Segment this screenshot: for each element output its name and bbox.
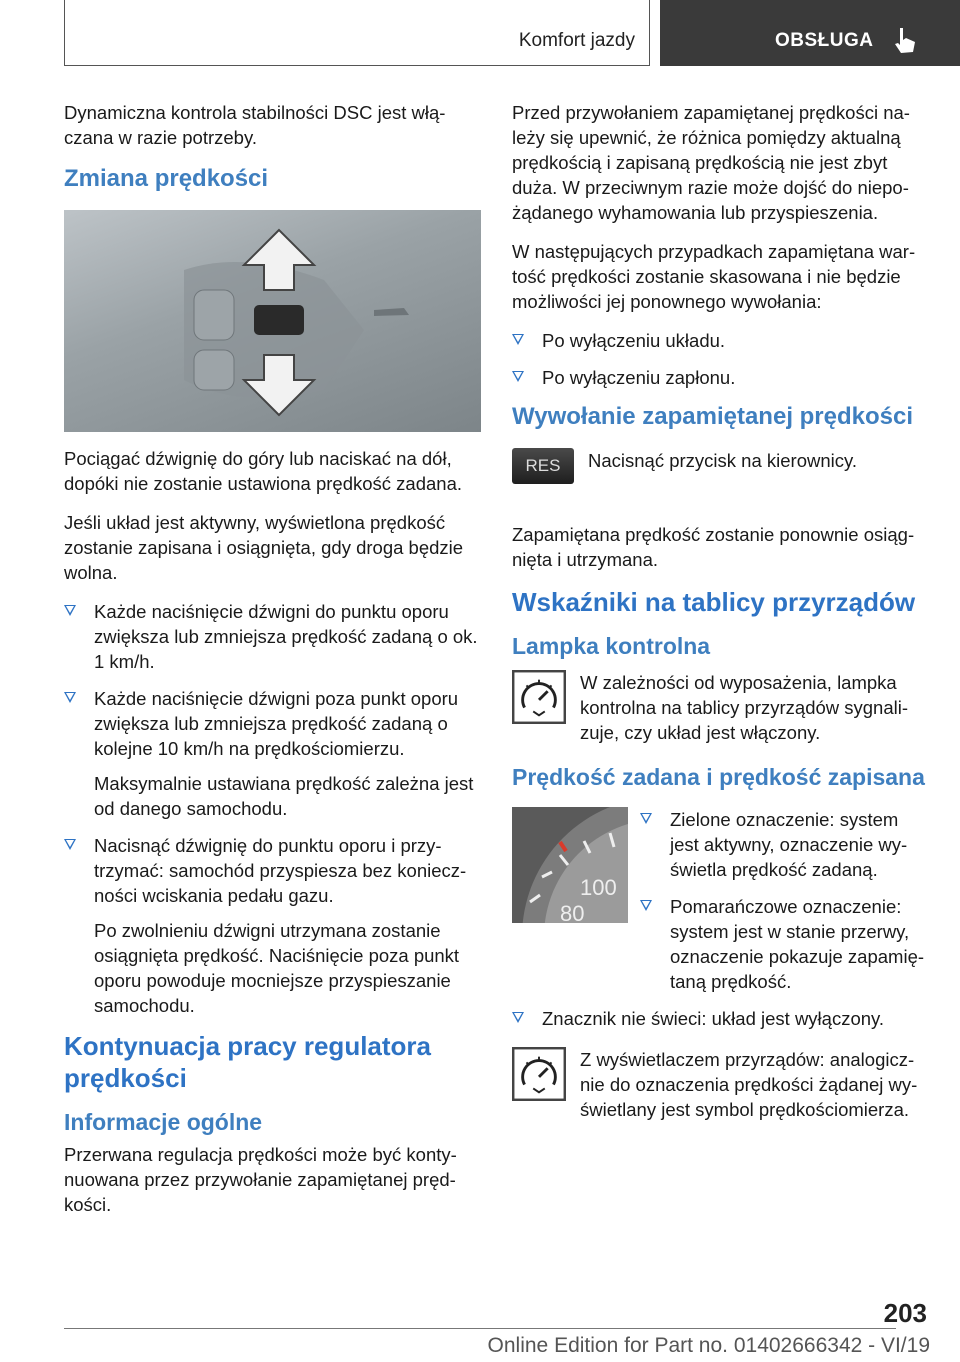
chapter-tab: [660, 0, 960, 66]
display-symbol-text: Z wyświetlaczem przyrządów: analogicznie do oznaczenia prędkości żądanej wyświetlany jest symbol prędkościomierza.: [580, 1049, 918, 1120]
hand-pointer-icon: [892, 26, 918, 56]
bullet-triangle-icon: [64, 692, 76, 703]
lever-bullet-list-2: [64, 833, 481, 908]
paragraph-system-active: Jeśli układ jest aktywny, wyświetlona prędkość zostanie zapisana i osiągnięta, gdy droga będzie wolna.: [64, 512, 464, 583]
intro-paragraph: Dynamiczna kontrola stabilności DSC jest włączana w razie potrzeby.: [64, 102, 446, 148]
paragraph-interrupted: Przerwana regulacja prędkości może być kontynuowana przez przywołanie zapamiętanej prędkości.: [64, 1144, 457, 1215]
footer-divider: [64, 1328, 896, 1329]
res-instruction-text: Nacisnąć przycisk na kierownicy.: [588, 450, 858, 471]
paragraph-before-recall: Przed przywołaniem zapamiętanej prędkości należy się upewnić, że różnica pomiędzy aktualną prędkością i zapisaną prędkością nie jest zbyt duża. W przeciwnym razie może dojść do niepożądanego wyhamowania lub przyspieszenia.: [512, 102, 910, 223]
edition-footer: Online Edition for Part no. 01402666342 - VI/19: [487, 1334, 930, 1357]
heading-predkosc-zadana: Prędkość zadana i prędkość zapisana: [512, 764, 925, 790]
right-column: [512, 100, 929, 1136]
cases-list: [512, 328, 929, 390]
paragraph-cases: W następujących przypadkach zapamiętana wartość prędkości zostanie skasowana i nie będzie możliwości jej ponownego wywołania:: [512, 241, 916, 312]
marker-off-list: [512, 1006, 929, 1031]
display-symbol-block: [512, 1047, 929, 1122]
heading-wskazniki: Wskaźniki na tablicy przyrządów: [512, 587, 916, 617]
indicator-lamp-text: W zależności od wyposażenia, lampka kontrolna na tablicy przyrządów sygnalizuje, czy układ jest włączony.: [580, 672, 909, 743]
bullet-triangle-icon: [64, 605, 76, 616]
bullet-triangle-icon: [512, 1012, 524, 1023]
heading-kontynuacja: Kontynuacja pracy regulatora prędkości: [64, 1031, 431, 1093]
list-item: Znacznik nie świeci: układ jest wyłączony.: [512, 1006, 929, 1031]
marker-list: [640, 807, 929, 994]
speedometer-symbol-icon: [512, 1047, 566, 1101]
bullet-triangle-icon: [512, 334, 524, 345]
indicator-lamp-block: [512, 670, 929, 745]
res-instruction: [512, 448, 929, 508]
list-item: Po wyłączeniu układu.: [512, 328, 929, 353]
res-button-icon: RES: [512, 448, 574, 484]
heading-zmiana-predkosci: Zmiana prędkości: [64, 165, 269, 192]
list-item: Po wyłączeniu zapłonu.: [512, 365, 929, 390]
cruise-control-indicator-icon: [512, 670, 566, 724]
list-continuation: Po zwolnieniu dźwigni utrzymana zostanie osiągnięta prędkość. Naciśnięcie poza punkt oporu powoduje mocniejsze przyspieszanie samochodu.: [94, 920, 460, 1016]
left-column: [64, 100, 481, 1231]
list-item: Każde naciśnięcie dźwigni do punktu oporu zwiększa lub zmniejsza prędkość zadaną o ok. 1 km/h.: [64, 599, 481, 674]
lever-bullet-list: [64, 599, 481, 761]
speedometer-block: [512, 807, 929, 994]
heading-informacje-ogolne: Informacje ogólne: [64, 1109, 263, 1135]
page-number: 203: [883, 1298, 927, 1328]
heading-lampka: Lampka kontrolna: [512, 633, 711, 659]
list-item: Nacisnąć dźwignię do punktu oporu i przytrzymać: samochód przyspiesza bez konieczności wciskania pedału gazu.: [64, 833, 481, 908]
speedometer-image: [512, 807, 628, 923]
gauge-label-80: 80: [560, 901, 585, 923]
bullet-triangle-icon: [640, 900, 652, 911]
gauge-label-100: 100: [580, 875, 617, 900]
list-continuation: Maksymalnie ustawiana prędkość zależna jest od danego samochodu.: [94, 773, 474, 819]
list-item: Pomarańczowe oznaczenie: system jest w stanie przerwy, oznaczenie pokazuje zapamiętaną prędkość.: [640, 894, 929, 994]
bullet-triangle-icon: [512, 371, 524, 382]
bullet-triangle-icon: [640, 813, 652, 824]
steering-wheel-lever-photo: [64, 210, 481, 432]
heading-wywolanie: Wywołanie zapamiętanej prędkości: [512, 403, 914, 430]
chapter-tab-label: OBSŁUGA: [775, 30, 874, 51]
list-item: Zielone oznaczenie: system jest aktywny, oznaczenie wyświetla prędkość zadaną.: [640, 807, 929, 882]
paragraph-pull-lever: Pociągać dźwignię do góry lub naciskać na dół, dopóki nie zostanie ustawiona prędkość zadana.: [64, 448, 463, 494]
bullet-triangle-icon: [64, 839, 76, 850]
section-title: Komfort jazdy: [518, 30, 635, 51]
steering-wheel-illustration: [64, 210, 481, 432]
list-item: Każde naciśnięcie dźwigni poza punkt oporu zwiększa lub zmniejsza prędkość zadaną o kolejne 10 km/h na prędkościomierzu.: [64, 686, 481, 761]
paragraph-recalled: Zapamiętana prędkość zostanie ponownie osiągnięta i utrzymana.: [512, 524, 915, 570]
